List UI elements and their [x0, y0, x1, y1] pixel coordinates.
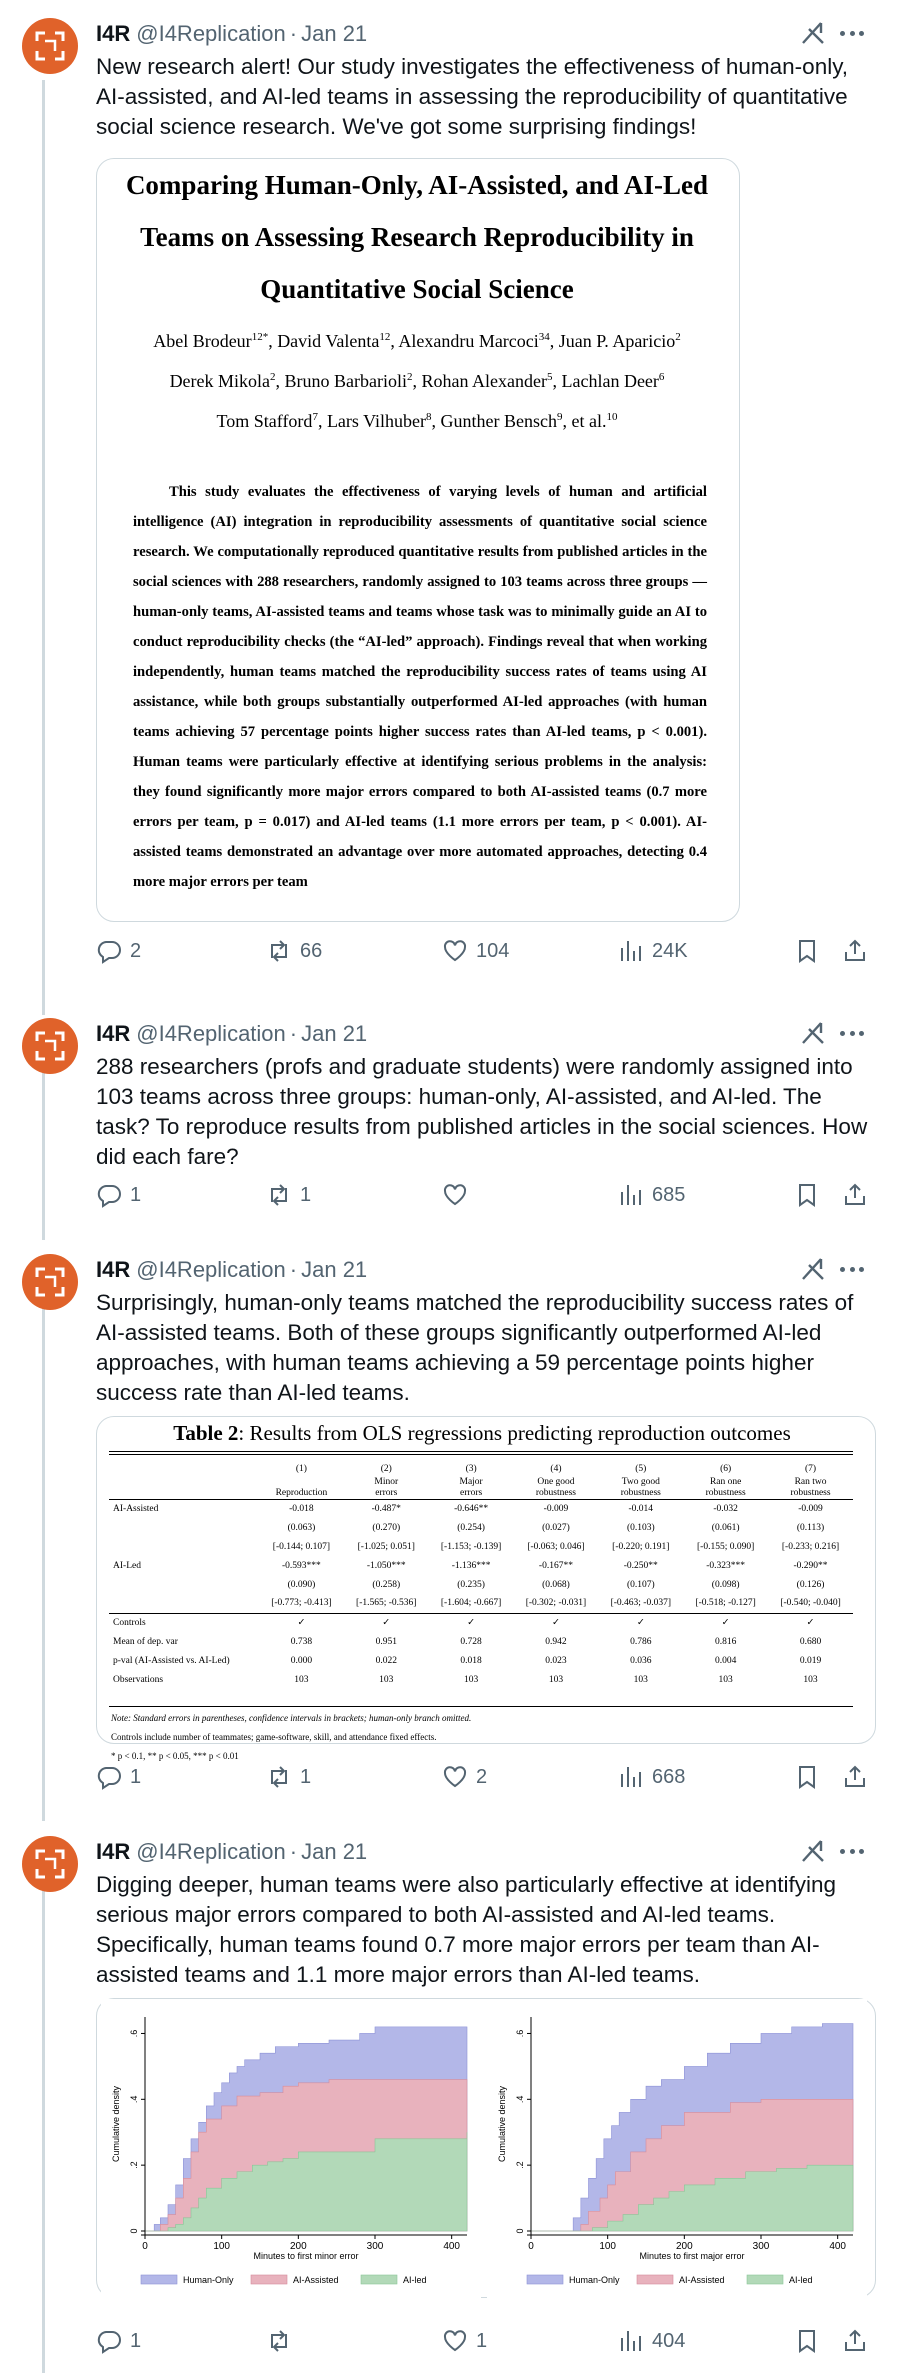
table-cell: -0.646** [454, 1503, 489, 1514]
table-cell: (0.113) [796, 1522, 825, 1533]
table-cell: (0.063) [287, 1522, 316, 1533]
paper-abstract: This study evaluates the effectiveness of varying levels of human and artificial intelligence (AI) integration in reproducibility assessments of quantitative social science research. We computationally reproduced quantitative results from published articles in the social sciences with 288 researchers, randomly assigned to 103 teams across three groups — human-only teams, AI-assisted teams and teams whose task was to minimally guide an AI to conduct reproducibility checks (the “AI-led” approach). Findings reveal that when working independently, human teams matched the reproducibility success rates of teams using AI assistance, while both groups substantially outperformed AI-led approaches (with human teams achieving 57 percentage points higher success rates than AI-led teams, p < 0.001). Human teams were particularly effective at identifying serious problems in the analysis: they found significantly more major errors compared to both AI-assisted teams (0.7 more errors per team, p = 0.017) and AI-led teams (1.1 more errors per team, p < 0.001). AI-assisted teams demonstrated an advantage over more automated approaches, detecting 0.4 more major errors per team [133, 484, 707, 890]
avatar[interactable] [22, 1254, 78, 1310]
column-number: (7) [804, 1464, 817, 1474]
author-handle[interactable]: @I4Replication [136, 1257, 286, 1282]
column-header: Two good robustness [598, 1475, 683, 1499]
like-button[interactable] [442, 2326, 487, 2356]
table-cell: 0.019 [799, 1655, 822, 1666]
column-header: One good robustness [514, 1475, 599, 1499]
i4r-logo-icon [33, 1029, 67, 1063]
action-bar [96, 936, 876, 966]
column-header: Ran two robustness [768, 1475, 853, 1499]
table-cell: -1.136*** [451, 1560, 491, 1571]
author-affiliation: 12 [379, 331, 391, 343]
legend-swatch [637, 2275, 673, 2284]
column-header: Minor errors [344, 1475, 429, 1499]
table-cell: (0.098) [711, 1579, 740, 1590]
action-bar [96, 2326, 876, 2356]
y-axis-label: Cumulative density [111, 2085, 121, 2163]
table-cell: ✓ [683, 1613, 768, 1632]
share-button[interactable] [842, 936, 868, 966]
bookmark-icon [794, 1764, 820, 1790]
table-cell: (0.254) [457, 1522, 485, 1533]
separator-dot: · [289, 21, 298, 46]
views-icon [618, 938, 644, 964]
table-cell: 0.000 [290, 1655, 313, 1666]
table-cell: (0.061) [711, 1522, 740, 1533]
tweet[interactable] [0, 1818, 898, 2373]
reply-icon [96, 2328, 122, 2354]
row-label: Controls [109, 1613, 259, 1632]
chart-minor-errors [101, 1999, 481, 2299]
paper-authors: Abel Brodeur$^{12*}$, David Valenta$^{12}$, Alexandru Marcoci$^{34}$, Juan P. Aparicio$^2$ Derek Mikola$^2$, Bruno Barbarioli$^2$, Rohan Alexander$^5$, Lachlan Deer$^6$ Tom Stafford$^7$, Lars Vilhuber$^8$, Gunther Bensch$^9$, et al.$^{10}$ [153, 331, 681, 431]
paper-author: Derek Mikola [169, 371, 271, 391]
separator-dot: · [289, 1839, 298, 1864]
x-tick-label: 300 [366, 2241, 384, 2252]
table-cell: (0.235) [457, 1579, 485, 1590]
tweet-text: Surprisingly, human-only teams matched the reproducibility success rates of AI-assisted teams. Both of these groups significantly outperformed AI-led approaches, with human teams achieving a 59 percentage points higher success rate than AI-led teams. [96, 1290, 854, 1405]
legend-swatch [141, 2275, 177, 2284]
share-button[interactable] [842, 1762, 868, 1792]
views-button[interactable] [618, 936, 688, 966]
table-row [109, 1556, 853, 1575]
view-count: 685 [652, 1183, 686, 1206]
more-options-icon[interactable] [838, 1256, 866, 1282]
separator-dot: · [289, 1257, 298, 1282]
tweet-header [96, 1020, 367, 1048]
paper-author: Alexandru Marcoci [398, 331, 539, 351]
table-row [109, 1594, 853, 1613]
chart-svg [487, 1999, 867, 2299]
legend-label: AI-Assisted [293, 2275, 339, 2285]
view-count: 404 [652, 2329, 686, 2352]
table-row [109, 1613, 853, 1632]
views-button[interactable] [618, 1762, 685, 1792]
reply-icon [96, 1764, 122, 1790]
table-cell: ✓ [514, 1613, 599, 1632]
table-cell: -0.250** [623, 1560, 658, 1571]
chart-svg [101, 1999, 481, 2299]
author-affiliation: 7 [312, 411, 318, 423]
avatar[interactable] [22, 1018, 78, 1074]
views-icon [618, 2328, 644, 2354]
share-icon [842, 2328, 868, 2354]
table-row [109, 1537, 853, 1556]
like-button[interactable] [442, 1180, 476, 1210]
author-affiliation: 34 [538, 331, 550, 343]
bookmark-button[interactable] [794, 936, 820, 966]
action-bar [96, 1762, 876, 1792]
x-axis-label: Minutes to first major error [639, 2251, 745, 2261]
table-cell: [-0.463; -0.037] [610, 1598, 671, 1609]
table-cell: -0.487* [371, 1503, 401, 1514]
column-number: (2) [380, 1464, 392, 1474]
bookmark-icon [794, 1182, 820, 1208]
table-cell: 0.036 [630, 1655, 652, 1666]
table-cell: 103 [803, 1674, 818, 1685]
like-button[interactable] [442, 936, 509, 966]
author-affiliation: 9 [556, 411, 563, 423]
heart-icon [442, 938, 468, 964]
table-cell: -0.290** [793, 1560, 828, 1571]
heart-icon [442, 2328, 468, 2354]
views-icon [618, 1182, 644, 1208]
x-tick-label: 300 [752, 2241, 770, 2252]
y-tick-label: .6 [515, 2029, 525, 2038]
x-tick-label: 100 [213, 2241, 231, 2252]
author-affiliation: 2 [675, 331, 681, 343]
row-label: AI-Assisted [113, 1503, 159, 1514]
paper-author: et al. [571, 411, 607, 431]
table-cell: -0.167** [538, 1560, 573, 1571]
table-cell: (0.103) [626, 1522, 655, 1533]
table-cell: 103 [463, 1674, 479, 1685]
paper-author: Juan P. Aparicio [558, 331, 676, 351]
bookmark-icon [794, 938, 820, 964]
x-tick-label: 100 [599, 2241, 617, 2252]
table-cell: 0.728 [460, 1636, 482, 1647]
view-count: 668 [652, 1765, 686, 1788]
bookmark-button[interactable] [794, 1180, 820, 1210]
column-number: (3) [465, 1464, 477, 1474]
legend-swatch [361, 2275, 397, 2284]
tweet[interactable] [0, 1236, 898, 1806]
table-notes [111, 1709, 471, 1766]
row-label [109, 1575, 259, 1594]
repost-count: 66 [300, 939, 323, 962]
table-cell: 0.018 [460, 1655, 482, 1666]
row-label [109, 1518, 259, 1537]
avatar[interactable] [22, 18, 78, 74]
table-cell: [-0.063; 0.046] [527, 1541, 585, 1552]
tweet-header [96, 1838, 367, 1866]
author-name[interactable]: I4R [96, 21, 131, 46]
share-icon [842, 1764, 868, 1790]
table-cell: [-0.540; -0.040] [780, 1598, 841, 1609]
bookmark-icon [794, 2328, 820, 2354]
table-cell: -0.014 [628, 1503, 654, 1514]
reply-count: 1 [130, 2329, 142, 2352]
like-count: 2 [476, 1765, 488, 1788]
column-number: (1) [295, 1464, 307, 1474]
repost-button[interactable] [266, 1762, 311, 1792]
column-header: Reproduction [259, 1475, 344, 1499]
legend-label: Human-Only [183, 2275, 234, 2285]
bookmark-button[interactable] [794, 2326, 820, 2356]
tweet-date[interactable]: Jan 21 [301, 21, 368, 46]
paper-author: Lachlan Deer [561, 371, 659, 391]
heart-icon [442, 1764, 468, 1790]
table-cell: 0.023 [545, 1655, 567, 1666]
row-label: p-val (AI-Assisted vs. AI-Led) [113, 1655, 230, 1666]
table-cell: [-0.144; 0.107] [272, 1541, 331, 1552]
table-cell: 0.738 [290, 1636, 313, 1647]
table-cell: 103 [633, 1674, 648, 1685]
table-cell: -0.018 [289, 1503, 314, 1514]
tweet-text: New research alert! Our study investigates the effectiveness of human-only, AI-assisted, and AI-led teams in assessing the reproducibility of quantitative social science research. We've got some surprising findings! [96, 54, 849, 139]
paper-author: Bruno Barbarioli [284, 371, 408, 391]
author-handle[interactable]: @I4Replication [136, 1839, 286, 1864]
legend-label: Human-Only [569, 2275, 620, 2285]
row-label: AI-Led [113, 1560, 141, 1571]
column-header: Major errors [429, 1475, 514, 1499]
table-cell: 0.786 [630, 1636, 652, 1647]
views-button[interactable] [618, 1180, 685, 1210]
author-affiliation: 8 [426, 411, 432, 423]
y-tick-label: 0 [129, 2228, 139, 2234]
table-cell: 103 [294, 1674, 309, 1685]
reply-count: 2 [130, 939, 142, 962]
like-count: 1 [476, 2329, 488, 2352]
y-tick-label: 0 [515, 2228, 525, 2234]
legend-label: AI-led [403, 2275, 427, 2285]
table-cell: [-0.155; 0.090] [697, 1541, 755, 1552]
table-cell: -0.009 [798, 1503, 823, 1514]
table-cell: 103 [718, 1674, 733, 1685]
table-cell: 0.942 [545, 1636, 567, 1647]
x-axis-label: Minutes to first minor error [253, 2251, 359, 2261]
table-row [109, 1632, 853, 1651]
y-tick-label: .2 [129, 2161, 139, 2169]
reply-count: 1 [130, 1765, 142, 1788]
table-cell: (0.027) [542, 1522, 570, 1533]
legend-label: AI-Assisted [679, 2275, 725, 2285]
tweet-text: Digging deeper, human teams were also particularly effective at identifying serious major errors compared to both AI-assisted and AI-led teams. Specifically, human teams found 0.7 more major errors per team than AI-assisted teams and 1.1 more major errors than AI-led teams. [96, 1872, 836, 1987]
tweet[interactable] [0, 0, 898, 990]
table-rule [109, 1451, 853, 1452]
table-cell: ✓ [768, 1613, 853, 1632]
table-cell: [-0.233; 0.216] [781, 1541, 840, 1552]
tweet[interactable] [0, 1000, 898, 1230]
table-cell: -0.009 [543, 1503, 569, 1514]
author-handle[interactable]: @I4Replication [136, 1021, 286, 1046]
repost-count: 1 [300, 1183, 312, 1206]
chart-major-errors [487, 1999, 867, 2299]
table-cell: [-0.773; -0.413] [271, 1598, 332, 1609]
table-cell: (0.090) [287, 1579, 316, 1590]
like-count: 104 [476, 939, 510, 962]
table-cell: (0.068) [542, 1579, 570, 1590]
table-cell: [-1.025; 0.051] [357, 1541, 415, 1552]
table-cell: (0.270) [372, 1522, 401, 1533]
table-cell: 0.816 [714, 1636, 737, 1647]
table-row [109, 1518, 853, 1537]
y-axis-label: Cumulative density [497, 2085, 507, 2163]
more-options-icon[interactable] [838, 1838, 866, 1864]
legend-swatch [747, 2275, 783, 2284]
author-handle[interactable]: @I4Replication [136, 21, 286, 46]
table-cell: [-0.220; 0.191] [612, 1541, 670, 1552]
row-label [109, 1537, 259, 1556]
table-note: Note: Standard errors in parentheses, confidence intervals in brackets; human-only branch omitted. [111, 1713, 472, 1723]
action-bar [96, 1180, 876, 1210]
x-tick-label: 200 [289, 2241, 307, 2252]
table-cell: ✓ [429, 1613, 514, 1632]
reply-icon [96, 1182, 122, 1208]
repost-icon [266, 1764, 292, 1790]
views-icon [618, 1764, 644, 1790]
author-name[interactable]: I4R [96, 1839, 131, 1864]
table-cell: [-1.604; -0.667] [440, 1598, 502, 1609]
author-name[interactable]: I4R [96, 1021, 131, 1046]
i4r-logo-icon [33, 1265, 67, 1299]
row-label [109, 1594, 259, 1613]
heart-icon [442, 1182, 468, 1208]
y-tick-label: .2 [515, 2161, 525, 2169]
author-name[interactable]: I4R [96, 1257, 131, 1282]
table-cell: 0.680 [799, 1636, 822, 1647]
table-cell: (0.126) [796, 1579, 825, 1590]
y-tick-label: .4 [129, 2095, 139, 2104]
reply-button[interactable] [96, 1762, 141, 1792]
x-tick-label: 200 [675, 2241, 693, 2252]
y-tick-label: .6 [129, 2029, 139, 2038]
tweet-text: 288 researchers (profs and graduate students) were randomly assigned into 103 teams across three groups: human-only, AI-assisted, and AI-led. The task? To reproduce results from published articles in the social sciences. How did each fare? [96, 1054, 868, 1169]
paper-author: Lars Vilhuber [326, 411, 426, 431]
table-row [109, 1651, 853, 1670]
repost-icon [266, 1182, 292, 1208]
paper-title: Comparing Human-Only, AI-Assisted, and AI-Led Teams on Assessing Research Reproducibility in Quantitative Social Science [125, 170, 709, 304]
repost-icon [266, 2328, 292, 2354]
x-tick-label: 0 [142, 2241, 148, 2252]
table-cell: 0.004 [714, 1655, 737, 1666]
repost-count: 1 [300, 1765, 312, 1788]
table-cell: -0.323*** [706, 1560, 746, 1571]
share-button[interactable] [842, 2326, 868, 2356]
table-cell: 0.022 [375, 1655, 397, 1666]
reply-button[interactable] [96, 2326, 141, 2356]
tweet-date[interactable]: Jan 21 [301, 1257, 368, 1282]
legend-swatch [527, 2275, 563, 2284]
view-count: 24K [652, 939, 688, 962]
i4r-logo-icon [33, 1847, 67, 1881]
row-label: Mean of dep. var [113, 1636, 178, 1647]
table-cell: ✓ [344, 1613, 429, 1632]
charts-image[interactable] [96, 1998, 876, 2298]
table-cell: [-1.565; -0.536] [356, 1598, 417, 1609]
share-button[interactable] [842, 1180, 868, 1210]
paper-author: David Valenta [277, 331, 380, 351]
table-cell: (0.107) [626, 1579, 655, 1590]
table-note: * p < 0.1, ** p < 0.05, *** p < 0.01 [111, 1751, 239, 1761]
column-header: Ran one robustness [683, 1475, 768, 1499]
avatar[interactable] [22, 1836, 78, 1892]
grok-icon[interactable] [800, 1838, 826, 1864]
repost-button[interactable] [266, 1180, 311, 1210]
column-number: (6) [720, 1464, 732, 1474]
grok-icon[interactable] [800, 1020, 826, 1046]
author-affiliation: 6 [658, 371, 665, 383]
table-cell: ✓ [598, 1613, 683, 1632]
grok-icon[interactable] [800, 1256, 826, 1282]
reply-button[interactable] [96, 936, 141, 966]
tweet-header [96, 20, 367, 48]
paper-author: Rohan Alexander [421, 371, 547, 391]
table-row [109, 1670, 853, 1689]
author-affiliation: 5 [546, 371, 553, 383]
paper-image[interactable] [96, 158, 740, 922]
paper-author: Abel Brodeur [153, 331, 252, 351]
repost-icon [266, 938, 292, 964]
x-tick-label: 0 [528, 2241, 534, 2252]
paper-author: Tom Stafford [216, 411, 313, 431]
table-cell: [-0.518; -0.127] [695, 1598, 756, 1609]
x-tick-label: 400 [829, 2241, 847, 2252]
column-number: (4) [550, 1464, 562, 1474]
author-affiliation: 12* [251, 331, 269, 343]
table-cell: [-0.302; -0.031] [525, 1598, 587, 1609]
table-cell: 103 [379, 1674, 394, 1685]
author-affiliation: 2 [270, 371, 276, 383]
author-affiliation: 10 [606, 411, 618, 423]
like-button[interactable] [442, 1762, 487, 1792]
table-cell: (0.258) [372, 1579, 401, 1590]
y-tick-label: .4 [515, 2095, 525, 2104]
table-cell: [-1.153; -0.139] [440, 1541, 502, 1552]
regression-table [109, 1457, 853, 1689]
paper-author: Gunther Bensch [440, 411, 557, 431]
table-row [109, 1575, 853, 1594]
table-cell: ✓ [259, 1613, 344, 1632]
tweet-header [96, 1256, 367, 1284]
i4r-logo-icon [33, 29, 67, 63]
separator-dot: · [289, 1021, 298, 1046]
views-button[interactable] [618, 2326, 685, 2356]
table-note: Controls include number of teammates; game-software, skill, and attendance fixed effects. [111, 1732, 437, 1742]
more-options-icon[interactable] [838, 20, 866, 46]
table-rule [109, 1454, 853, 1455]
bookmark-button[interactable] [794, 1762, 820, 1792]
table-row [109, 1499, 853, 1518]
table-cell: -0.593*** [282, 1560, 321, 1571]
x-tick-label: 400 [443, 2241, 461, 2252]
repost-button[interactable] [266, 2326, 300, 2356]
table-rule [109, 1706, 853, 1707]
table-cell: -0.032 [713, 1503, 738, 1514]
table-title: Table 2: Results from OLS regressions predicting reproduction outcomes [173, 1421, 791, 1445]
table-cell: 0.951 [375, 1636, 397, 1647]
table-cell: 103 [548, 1674, 564, 1685]
grok-icon[interactable] [800, 20, 826, 46]
reply-icon [96, 938, 122, 964]
tweet-date[interactable]: Jan 21 [301, 1839, 368, 1864]
reply-count: 1 [130, 1183, 142, 1206]
reply-button[interactable] [96, 1180, 141, 1210]
more-options-icon[interactable] [838, 1020, 866, 1046]
repost-button[interactable] [266, 936, 322, 966]
table-cell: -1.050*** [366, 1560, 406, 1571]
regression-table-image[interactable] [96, 1416, 876, 1761]
column-number: (5) [635, 1464, 647, 1474]
legend-swatch [251, 2275, 287, 2284]
row-label: Observations [113, 1674, 164, 1685]
tweet-date[interactable]: Jan 21 [301, 1021, 368, 1046]
legend-label: AI-led [789, 2275, 813, 2285]
share-icon [842, 1182, 868, 1208]
author-affiliation: 2 [407, 371, 413, 383]
share-icon [842, 938, 868, 964]
